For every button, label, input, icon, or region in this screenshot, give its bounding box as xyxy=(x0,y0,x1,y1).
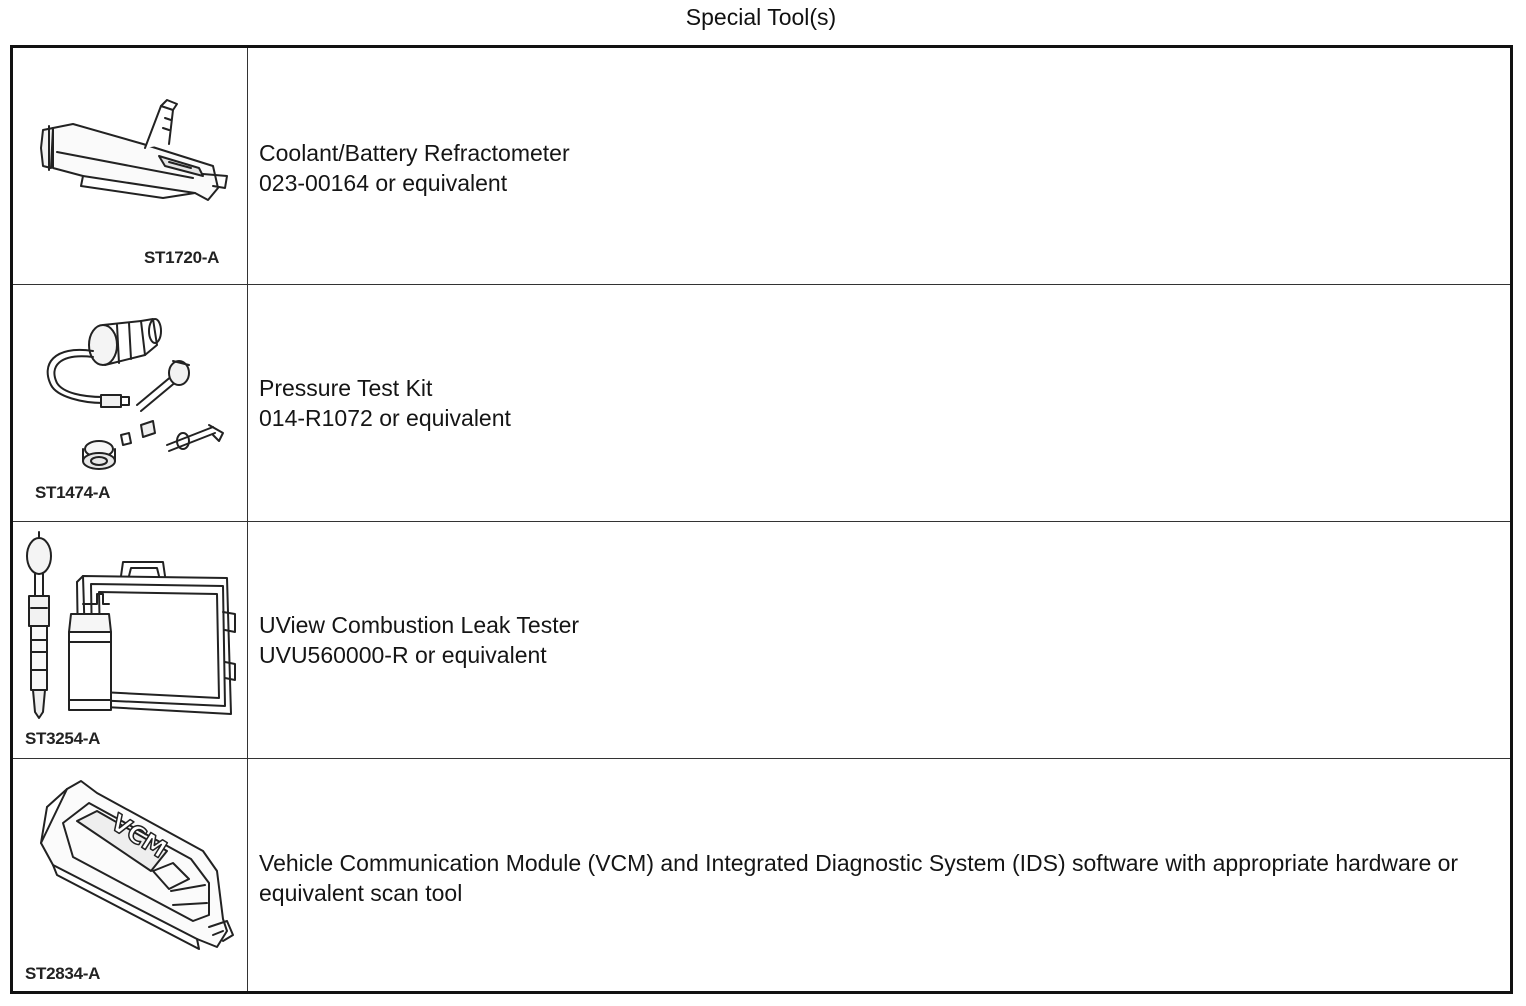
tool-image-cell xyxy=(13,48,248,284)
tool-code: ST2834-A xyxy=(25,964,101,983)
tool-part-number: UVU560000-R or equivalent xyxy=(259,642,547,668)
tool-name: Vehicle Communication Module (VCM) and Integrated Diagnostic System (IDS) software with appropriate hardware or equivalent scan tool xyxy=(259,850,1459,906)
tool-name: Pressure Test Kit xyxy=(259,375,433,401)
tool-description xyxy=(259,610,1470,670)
tool-description xyxy=(259,138,1470,198)
tool-description xyxy=(259,848,1470,908)
tool-code: ST3254-A xyxy=(25,729,101,748)
tool-image-cell xyxy=(13,285,248,521)
vcm-scan-tool-icon xyxy=(13,759,247,991)
tool-part-number: 023-00164 or equivalent xyxy=(259,170,508,196)
table-row xyxy=(13,522,1510,759)
vcm-logo: VCM xyxy=(105,808,172,864)
table-row xyxy=(13,285,1510,522)
tool-name: UView Combustion Leak Tester xyxy=(259,612,580,638)
combustion-leak-tester-icon xyxy=(13,522,247,758)
tool-code: ST1720-A xyxy=(144,248,220,267)
tool-code: ST1474-A xyxy=(35,483,111,502)
tool-image-cell xyxy=(13,759,248,991)
tool-image-cell xyxy=(13,522,248,758)
table-row xyxy=(13,759,1510,991)
tool-part-number: 014-R1072 or equivalent xyxy=(259,405,511,431)
table-row xyxy=(13,48,1510,285)
page-title: Special Tool(s) xyxy=(685,4,837,30)
tool-name: Coolant/Battery Refractometer xyxy=(259,140,570,166)
special-tools-table xyxy=(10,45,1513,994)
tool-description xyxy=(259,373,1470,433)
